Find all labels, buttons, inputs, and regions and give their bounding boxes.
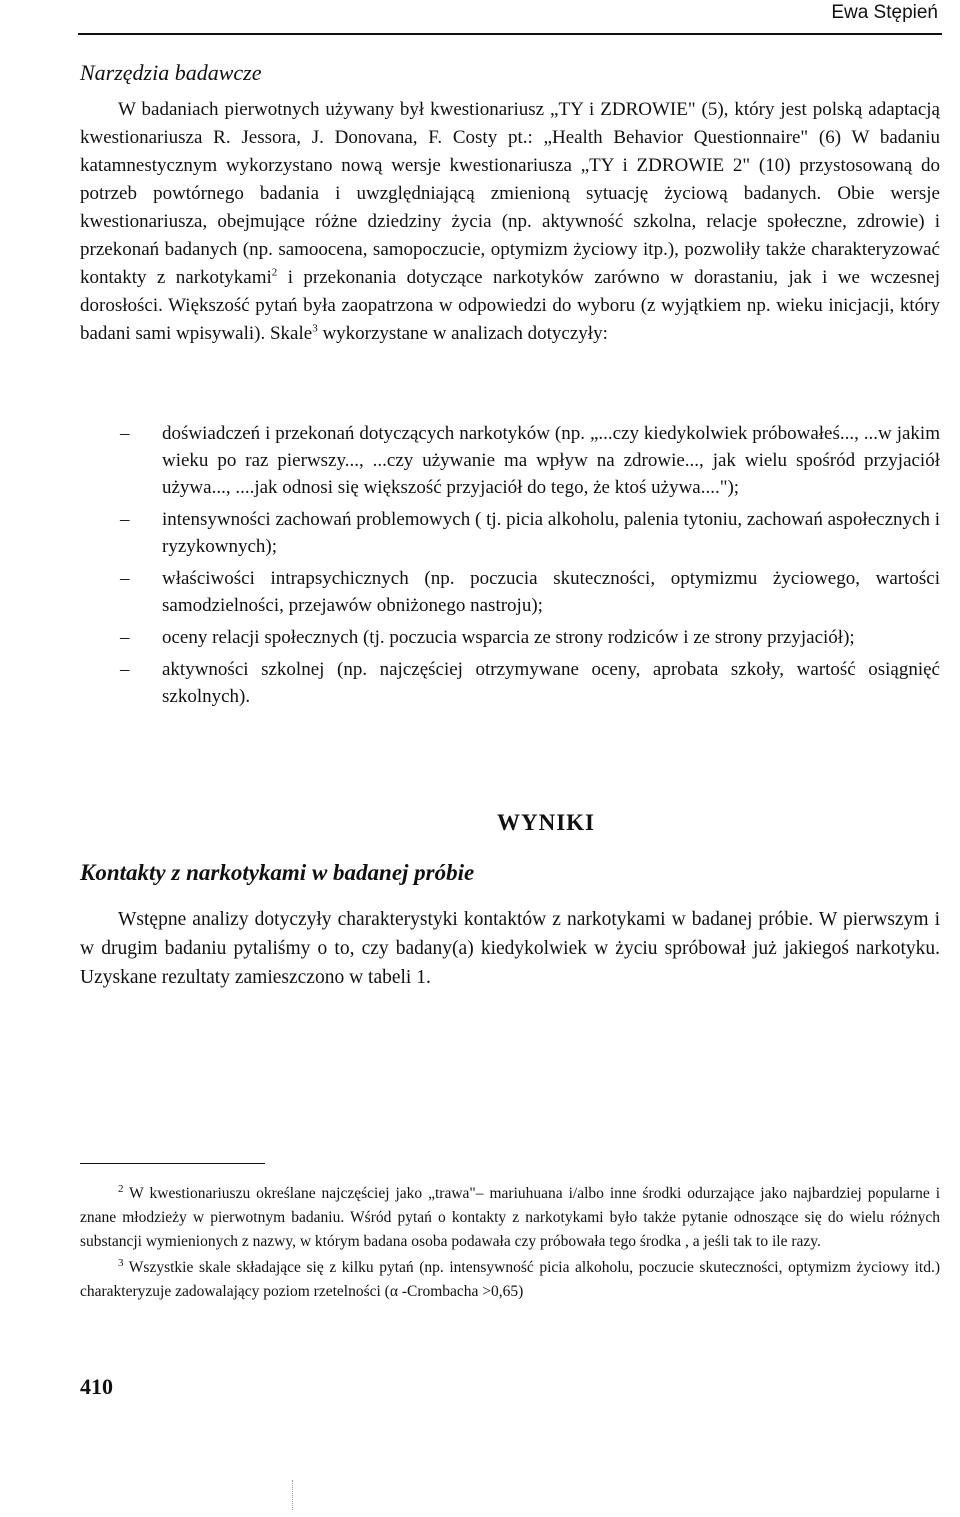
list-item-text: intensywności zachowań problemowych ( tj. picia alkoholu, palenia tytoniu, zachowań aspołecznych i ryzykownych); [162, 509, 940, 557]
running-header-author: Ewa Stępień [831, 2, 938, 23]
dash-marker: – [120, 509, 130, 530]
list-item [80, 420, 940, 501]
list-item [80, 624, 940, 651]
section-heading: Narzędzia badawcze [80, 60, 262, 85]
list-item [80, 656, 940, 710]
header-rule [78, 33, 942, 35]
scan-mark [292, 1480, 293, 1510]
body-paragraph [80, 96, 940, 348]
dash-marker: – [120, 568, 130, 589]
results-subheading: Kontakty z narkotykami w badanej próbie [80, 860, 475, 885]
footnote-text: W kwestionariuszu określane najczęściej jako „trawa"– mariuhuana i/albo inne środki odurzające jako najbardziej popularne i znane młodzieży w pierwotnym badaniu. Wśród pytań o kontakty z narkotykami było także pytanie odnoszące się do wielu różnych substancji wymienionych z nazwy, w którym badana osoba podawała czy próbowała tego środka , a jeśli tak to ile razy. [80, 1185, 940, 1250]
page-number: 410 [80, 1374, 113, 1399]
list-item [80, 565, 940, 619]
body-text-part-3: wykorzystane w analizach dotyczyły: [317, 323, 608, 344]
list-item-text: aktywności szkolnej (np. najczęściej otrzymywane oceny, aprobata szkoły, wartość osiągnięć szkolnych). [162, 659, 940, 707]
list-item-text: doświadczeń i przekonań dotyczących narkotyków (np. „...czy kiedykolwiek próbowałeś..., ...w jakim wieku po raz pierwszy..., ...czy używanie ma wpływ na zdrowie..., jak wielu spośród przyjaciół używa..., ....jak odnosi się większość przyjaciół do tego, że ktoś używa...."); [162, 423, 940, 498]
body-text-part-1: W badaniach pierwotnych używany był kwestionariusz „TY i ZDROWIE" (5), który jest polską adaptacją kwestionariusza R. Jessora, J. Donovana, F. Costy pt.: „Health Behavior Questionnaire" (6) W badaniu katamnestycznym wykorzystano nową wersje kwestionariusza „TY i ZDROWIE 2" (10) przystosowaną do potrzeb powtórnego badania i uwzględniającą zmienioną sytuację życiową badanych. Obie wersje kwestionariusza, obejmujące różne dziedziny życia (np. aktywność szkolna, relacje społeczne, zdrowie) i przekonań badanych (np. samoocena, samopoczucie, optymizm życiowy itp.), pozwoliły także charakteryzować kontakty z narkotykami [80, 99, 940, 288]
footnote-rule [80, 1163, 265, 1164]
footnote-text: Wszystkie skale składające się z kilku pytań (np. intensywność picia alkoholu, poczucie skuteczności, optymizm życiowy itd.) charakteryzuje zadowalający poziom rzetelności (α -Crombacha >0,65) [80, 1259, 940, 1300]
list-item [80, 506, 940, 560]
footnote-2 [80, 1182, 940, 1254]
dash-marker: – [120, 659, 130, 680]
dash-marker: – [120, 627, 130, 648]
scales-list [80, 420, 940, 715]
footnote-number: 2 [118, 1182, 124, 1195]
results-paragraph: Wstępne analizy dotyczyły charakterystyki kontaktów z narkotykami w badanej próbie. W pierwszym i w drugim badaniu pytaliśmy o to, czy badany(a) kiedykolwiek w życiu spróbował już jakiegoś narkotyku. Uzyskane rezultaty zamieszczono w tabeli 1. [80, 909, 940, 988]
footnote-ref-3: 3 [312, 322, 318, 335]
body-text-part-2: i przekonania dotyczące narkotyków zarówno w dorastaniu, jak i we wczesnej dorosłości. Większość pytań była zaopatrzona w odpowiedzi do wyboru (z wyjątkiem np. wieku inicjacji, który badani sami wpisywali). Skale [80, 267, 940, 344]
footnote-3 [80, 1256, 940, 1304]
list-item-text: właściwości intrapsychicznych (np. poczucia skuteczności, optymizmu życiowego, wartości samodzielności, przejawów obniżonego nastroju); [162, 568, 940, 616]
footnotes [80, 1182, 940, 1306]
dash-marker: – [120, 423, 130, 444]
footnote-number: 3 [118, 1256, 124, 1269]
footnote-ref-2: 2 [271, 266, 278, 279]
results-heading: WYNIKI [497, 810, 596, 835]
list-item-text: oceny relacji społecznych (tj. poczucia wsparcia ze strony rodziców i ze strony przyjaciół); [162, 627, 855, 648]
